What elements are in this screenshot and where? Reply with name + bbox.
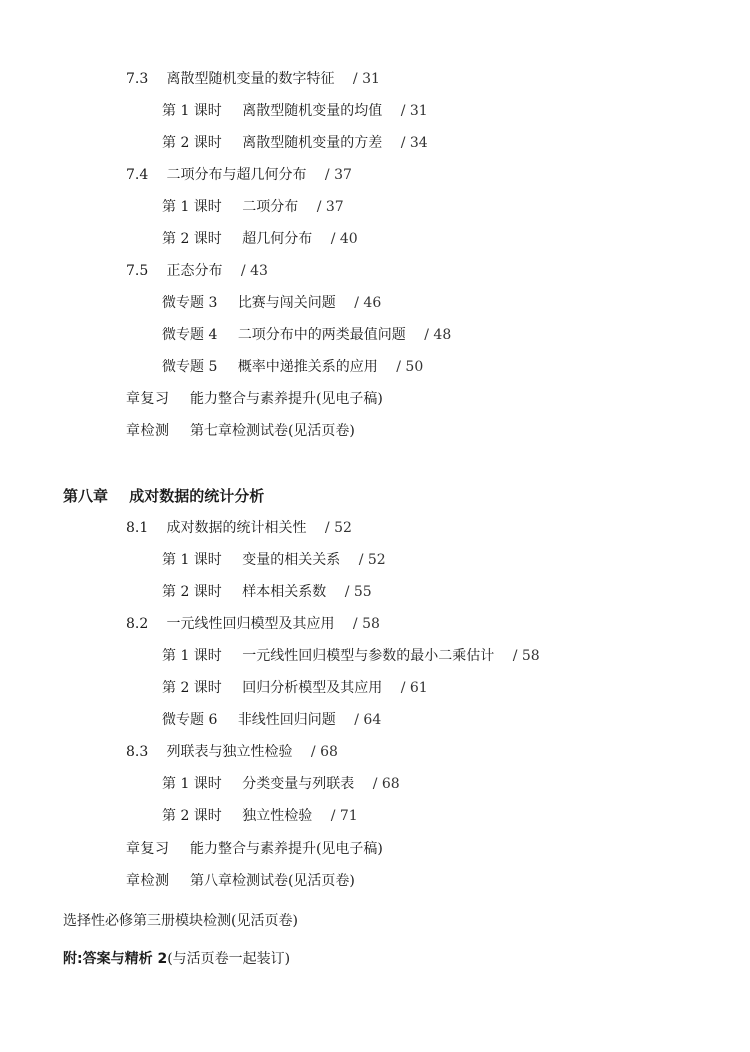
chapter-label: 第八章 bbox=[63, 487, 109, 505]
appendix-title: 附:答案与精析 2 bbox=[63, 951, 168, 967]
toc-chapter-8-review bbox=[126, 840, 383, 858]
toc-lesson-7-3-1 bbox=[162, 102, 428, 120]
lesson-label: 第 2 课时 bbox=[162, 808, 222, 824]
toc-module-test bbox=[63, 912, 298, 930]
section-title: 二项分布与超几何分布 bbox=[166, 167, 307, 183]
toc-appendix bbox=[63, 950, 290, 968]
lesson-label: 第 1 课时 bbox=[162, 776, 222, 792]
page-number: / 64 bbox=[354, 712, 382, 728]
lesson-label: 第 1 课时 bbox=[162, 552, 222, 568]
lesson-label: 第 2 课时 bbox=[162, 680, 222, 696]
toc-lesson-8-1-1 bbox=[162, 551, 386, 569]
page-number: / 37 bbox=[324, 167, 352, 183]
toc-topic-3 bbox=[162, 294, 381, 312]
page-number: / 40 bbox=[330, 231, 358, 247]
topic-label: 微专题 4 bbox=[162, 327, 218, 343]
test-title: 第七章检测试卷(见活页卷) bbox=[189, 423, 355, 439]
topic-title: 比赛与闯关问题 bbox=[237, 295, 336, 311]
page-number: / 52 bbox=[324, 520, 352, 536]
page-number: / 31 bbox=[400, 103, 428, 119]
lesson-label: 第 2 课时 bbox=[162, 231, 222, 247]
toc-section-7-4 bbox=[126, 166, 352, 184]
section-title: 成对数据的统计相关性 bbox=[166, 520, 307, 536]
chapter-title: 成对数据的统计分析 bbox=[129, 487, 265, 505]
topic-title: 概率中递推关系的应用 bbox=[237, 359, 378, 375]
page-number: / 68 bbox=[310, 744, 338, 760]
lesson-title: 超几何分布 bbox=[242, 231, 313, 247]
lesson-label: 第 1 课时 bbox=[162, 103, 222, 119]
lesson-title: 一元线性回归模型与参数的最小二乘估计 bbox=[242, 648, 495, 664]
page-number: / 46 bbox=[354, 295, 382, 311]
page-number: / 58 bbox=[352, 616, 380, 632]
page-number: / 37 bbox=[316, 199, 344, 215]
review-title: 能力整合与素养提升(见电子稿) bbox=[189, 841, 383, 857]
lesson-title: 回归分析模型及其应用 bbox=[242, 680, 383, 696]
toc-lesson-7-3-2 bbox=[162, 134, 428, 152]
lesson-title: 离散型随机变量的方差 bbox=[242, 135, 383, 151]
toc-lesson-8-2-2 bbox=[162, 679, 428, 697]
toc-section-8-2 bbox=[126, 615, 380, 633]
page-number: / 34 bbox=[400, 135, 428, 151]
toc-lesson-8-2-1 bbox=[162, 647, 540, 665]
toc-chapter-7-review bbox=[126, 390, 383, 408]
test-title: 第八章检测试卷(见活页卷) bbox=[189, 873, 355, 889]
toc-chapter-7-test bbox=[126, 422, 355, 440]
toc-lesson-8-1-2 bbox=[162, 583, 372, 601]
section-number: 8.1 bbox=[126, 520, 149, 536]
lesson-title: 样本相关系数 bbox=[242, 584, 327, 600]
topic-label: 微专题 3 bbox=[162, 295, 218, 311]
page-number: / 58 bbox=[512, 648, 540, 664]
toc-topic-5 bbox=[162, 358, 423, 376]
page-number: / 48 bbox=[424, 327, 452, 343]
topic-label: 微专题 5 bbox=[162, 359, 218, 375]
section-title: 正态分布 bbox=[166, 263, 223, 279]
toc-section-8-3 bbox=[126, 743, 338, 761]
page-number: / 68 bbox=[372, 776, 400, 792]
lesson-label: 第 1 课时 bbox=[162, 648, 222, 664]
toc-lesson-7-4-1 bbox=[162, 198, 344, 216]
lesson-title: 离散型随机变量的均值 bbox=[242, 103, 383, 119]
section-number: 7.4 bbox=[126, 167, 149, 183]
toc-section-7-3 bbox=[126, 70, 380, 88]
lesson-label: 第 2 课时 bbox=[162, 584, 222, 600]
toc-topic-4 bbox=[162, 326, 451, 344]
section-number: 7.3 bbox=[126, 71, 149, 87]
review-label: 章复习 bbox=[126, 391, 170, 407]
section-title: 一元线性回归模型及其应用 bbox=[166, 616, 335, 632]
lesson-label: 第 2 课时 bbox=[162, 135, 222, 151]
lesson-title: 分类变量与列联表 bbox=[242, 776, 355, 792]
page-number: / 43 bbox=[240, 263, 268, 279]
toc-topic-6 bbox=[162, 711, 381, 729]
toc-section-8-1 bbox=[126, 519, 352, 537]
module-test-title: 选择性必修第三册模块检测(见活页卷) bbox=[63, 913, 298, 929]
section-title: 列联表与独立性检验 bbox=[166, 744, 293, 760]
lesson-label: 第 1 课时 bbox=[162, 199, 222, 215]
toc-lesson-7-4-2 bbox=[162, 230, 358, 248]
toc-chapter-8-heading bbox=[63, 487, 264, 505]
page-number: / 52 bbox=[358, 552, 386, 568]
lesson-title: 变量的相关关系 bbox=[242, 552, 341, 568]
lesson-title: 独立性检验 bbox=[242, 808, 313, 824]
test-label: 章检测 bbox=[126, 423, 170, 439]
appendix-note: (与活页卷一起装订) bbox=[167, 951, 291, 967]
page-number: / 31 bbox=[352, 71, 380, 87]
page-number: / 50 bbox=[396, 359, 424, 375]
topic-title: 非线性回归问题 bbox=[237, 712, 336, 728]
topic-label: 微专题 6 bbox=[162, 712, 218, 728]
toc-lesson-8-3-2 bbox=[162, 807, 358, 825]
lesson-title: 二项分布 bbox=[242, 199, 299, 215]
section-number: 8.2 bbox=[126, 616, 149, 632]
section-number: 7.5 bbox=[126, 263, 149, 279]
toc-chapter-8-test bbox=[126, 872, 355, 890]
review-label: 章复习 bbox=[126, 841, 170, 857]
page-number: / 55 bbox=[344, 584, 372, 600]
test-label: 章检测 bbox=[126, 873, 170, 889]
page-number: / 71 bbox=[330, 808, 358, 824]
toc-lesson-8-3-1 bbox=[162, 775, 400, 793]
toc-section-7-5 bbox=[126, 262, 268, 280]
topic-title: 二项分布中的两类最值问题 bbox=[237, 327, 406, 343]
page-number: / 61 bbox=[400, 680, 428, 696]
section-number: 8.3 bbox=[126, 744, 149, 760]
review-title: 能力整合与素养提升(见电子稿) bbox=[189, 391, 383, 407]
section-title: 离散型随机变量的数字特征 bbox=[166, 71, 335, 87]
